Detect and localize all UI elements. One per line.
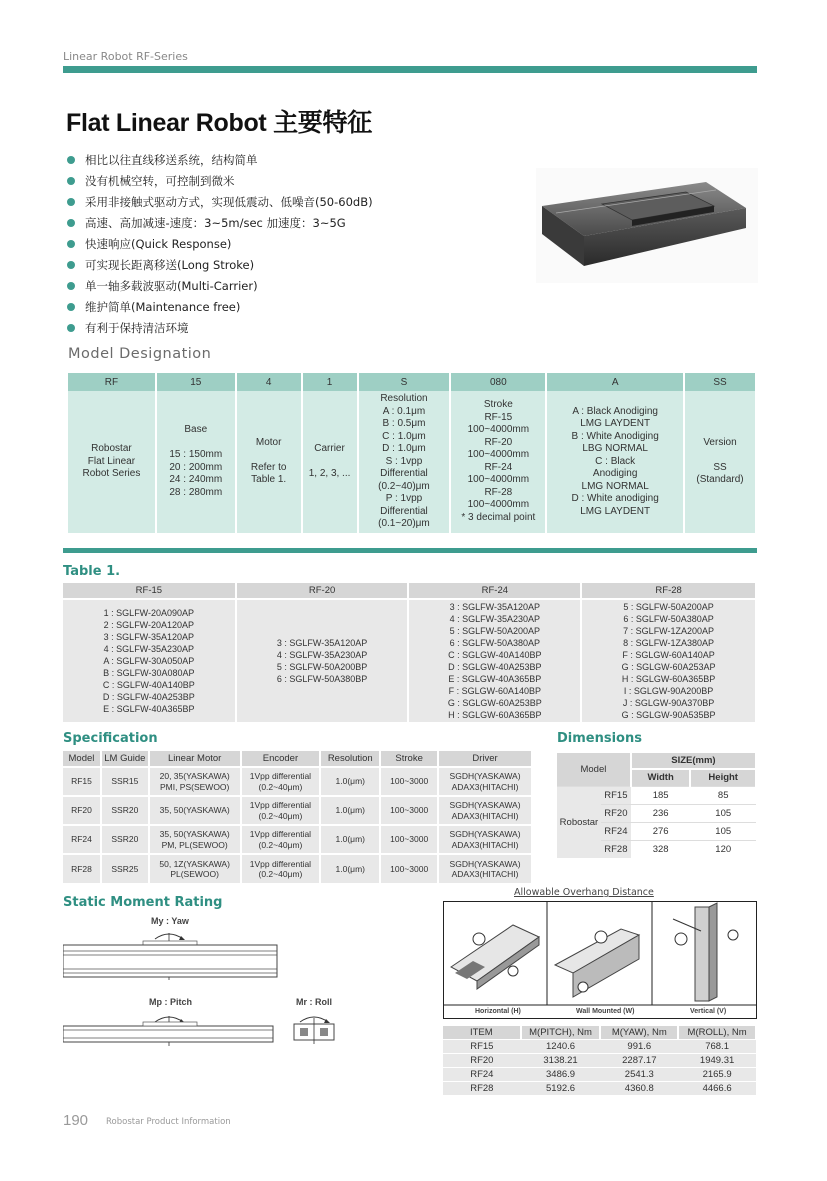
cell-line: 100~3000 [390,776,429,787]
dim-width-cell: 328 [631,840,691,858]
spec-cell [149,796,241,825]
cell-line: 1.0(μm) [335,863,365,874]
caption-vertical: Vertical (V) [690,1008,727,1015]
spec-cell [380,825,438,854]
cell-line: 1.0(μm) [335,834,365,845]
spec-cell [241,767,321,796]
moment-column-header: M(YAW), Nm [600,1026,678,1039]
feature-item: 维护简单(Maintenance free) [67,297,373,318]
overhang-diagram [443,901,757,1019]
cell-line: LMG LAYDENT [580,505,651,517]
cell-line: Resolution [380,393,428,404]
cell-line: Carrier [314,443,345,454]
cell-line: D : 1.0μm [382,443,426,454]
overhang-title: Allowable Overhang Distance [514,887,654,898]
code-cell: A [546,373,684,391]
cell-line: H : SGLGW-60A365BP [621,674,716,685]
table1-column-header: RF-15 [63,583,236,599]
cell-line: 4 : SGLFW-35A230AP [103,643,195,654]
spec-cell [380,854,438,883]
middle-divider [63,548,757,553]
roll-label: Mr : Roll [296,997,332,1007]
page-title: Flat Linear Robot 主要特征 [66,109,372,137]
spec-column-header: Linear Motor [149,751,241,767]
dim-height-cell: 85 [690,786,756,804]
description-cell [236,391,302,533]
feature-item: 单一轴多载波驱动(Multi-Carrier) [67,276,373,297]
cell-line: SGDH(YASKAWA) [449,858,521,869]
code-cell: 080 [450,373,546,391]
moment-cell: RF28 [443,1081,521,1095]
cell-line: 20 : 200mm [169,461,223,473]
cell-line: 7 : SGLFW-1ZA200AP [623,625,715,636]
top-divider [63,66,757,73]
spec-cell [380,796,438,825]
cell-line: 1Vpp differential [249,800,312,810]
cell-line: RF-20 [484,436,513,448]
cell-line: 8 : SGLFW-1ZA380AP [623,637,715,648]
spec-cell [63,854,101,883]
cell-line: (0.1~20)μm [378,518,430,529]
spec-cell [320,796,380,825]
cell-line: G : SGLGW-60A253AP [621,662,716,672]
cell-line: ADAX3(HITACHI) [451,781,519,792]
moment-cell: 3138.21 [521,1053,601,1067]
cell-line: (Standard) [696,474,744,486]
cell-line: 50, 1Z(YASKAWA) [159,858,230,869]
code-cell: S [358,373,451,391]
pitch-label: Mp : Pitch [149,997,192,1007]
cell-line: Refer to [250,461,287,473]
spec-cell [438,825,532,854]
cell-line: SGDH(YASKAWA) [449,800,521,810]
spec-column-header: Driver [438,751,532,767]
caption-horizontal: Horizontal (H) [475,1008,521,1015]
table1 [63,583,757,722]
spec-cell [63,825,101,854]
cell-line: J : SGLGW-90A370BP [622,698,715,709]
spec-cell [149,825,241,854]
caption-wall: Wall Mounted (W) [576,1008,635,1015]
cell-line: Anodiging [592,468,638,479]
cell-line: 5 : SGLFW-50A200BP [276,662,368,672]
cell-line: 100~3000 [390,805,429,816]
cell-line: Stroke [483,399,513,411]
cell-line: 24 : 240mm [169,474,223,486]
cell-line: PM, PL(SEWOO) [161,839,228,850]
description-cell [156,391,236,533]
product-image [536,168,758,283]
cell-line: 28 : 280mm [169,486,223,498]
cell-line: 100~3000 [390,863,429,874]
cell-line: D : SGLFW-40A253BP [102,692,195,703]
moment-cell: 2165.9 [678,1067,756,1081]
cell-line: 20, 35(YASKAWA) [159,771,230,781]
model-designation-heading: Model Designation [68,346,212,362]
cell-line: SSR25 [111,863,139,874]
cell-line: 1, 2, 3, ... [308,468,351,479]
cell-line: (0.2~40μm) [258,869,303,879]
cell-line: Version [703,436,737,448]
dim-model-cell: RF15 [601,786,631,804]
cell-line: A : SGLFW-30A050AP [103,655,195,666]
cell-line: F : SGLGW-60A140BP [448,686,542,697]
cell-line: RF28 [71,863,92,874]
cell-line: G : SGLGW-60A253BP [447,698,542,709]
cell-line: 4 : SGLFW-35A230AP [449,613,541,624]
spec-column-header: Encoder [241,751,321,767]
cell-line: B : 0.5μm [382,418,426,429]
dim-height-cell: 105 [690,822,756,840]
cell-line: RF24 [71,834,92,845]
cell-line: D : White anodiging [571,493,659,504]
cell-line: (0.2~40)μm [378,480,430,492]
static-moment-heading: Static Moment Rating [63,895,223,910]
cell-line: 100~4000mm [467,474,530,486]
description-cell [358,391,451,533]
spec-cell [63,767,101,796]
cell-line: RF20 [71,805,92,816]
cell-line: RF-24 [484,461,513,473]
yaw-diagram [63,925,278,980]
moment-cell: RF24 [443,1067,521,1081]
cell-line [239,449,299,462]
table1-cell [581,599,756,722]
moment-cell: 4466.6 [678,1081,756,1095]
cell-line: 5 : SGLFW-50A200AP [449,625,541,636]
moment-cell: 2541.3 [600,1067,678,1081]
description-cell [302,391,358,533]
dim-height-cell: 120 [690,840,756,858]
cell-line: RF-15 [484,411,513,423]
moment-cell: 1240.6 [521,1039,601,1053]
cell-line: (0.2~40μm) [258,839,303,850]
moment-column-header: M(ROLL), Nm [678,1026,756,1039]
spec-cell [101,796,149,825]
cell-line: 1.0(μm) [335,805,365,816]
cell-line: PMI, PS(SEWOO) [159,781,230,792]
description-row [68,391,756,533]
description-cell [684,391,756,533]
spec-cell [241,854,321,883]
cell-line: 3 : SGLFW-35A120AP [103,631,195,642]
cell-line: Table 1. [251,474,287,486]
cell-line: * 3 decimal point [461,511,536,523]
cell-line: I : SGLGW-90A200BP [623,686,714,697]
cell-line: C : 1.0μm [382,430,426,442]
dim-width-cell: 185 [631,786,691,804]
cell-line: A : 0.1μm [382,405,426,417]
moment-cell: 991.6 [600,1039,678,1053]
cell-line: 15 : 150mm [169,449,223,461]
feature-item: 采用非接触式驱动方式，实现低震动、低噪音(50-60dB) [67,192,373,213]
moment-cell: RF20 [443,1053,521,1067]
cell-line: 3 : SGLFW-35A120AP [276,637,368,648]
cell-line: SSR15 [111,776,139,787]
cell-line: SSR20 [111,834,139,845]
cell-line: H : SGLGW-60A365BP [448,710,542,721]
cell-line: F : SGLGW-60A140AP [622,649,715,660]
description-cell [450,391,546,533]
spec-cell [320,825,380,854]
cell-line: 6 : SGLFW-50A380AP [449,637,541,648]
code-row [68,373,756,391]
table1-cell [236,599,409,722]
cell-line: LMG NORMAL [581,480,649,492]
table1-column-header: RF-24 [408,583,581,599]
cell-line [305,456,355,469]
dim-model-cell: RF28 [601,840,631,858]
cell-line: 35, 50(YASKAWA) [159,805,230,816]
cell-line: S : 1vpp [385,455,423,467]
cell-line: 6 : SGLFW-50A380BP [276,674,368,685]
spec-cell [149,854,241,883]
code-cell: RF [68,373,156,391]
table1-column-header: RF-28 [581,583,756,599]
cell-line: SS [713,461,727,473]
dim-width-cell: 236 [631,804,691,822]
cell-line: PL(SEWOO) [170,869,219,879]
dim-model-cell: RF24 [601,822,631,840]
cell-line: 6 : SGLFW-50A380AP [623,613,714,624]
cell-line: LBG NORMAL [582,443,648,454]
cell-line: 1.0(μm) [335,776,365,787]
cell-line: (0.2~40μm) [258,781,303,792]
moment-cell: 1949.31 [678,1053,756,1067]
yaw-label: My : Yaw [151,916,189,926]
description-cell [68,391,156,533]
moment-cell: 3486.9 [521,1067,601,1081]
feature-list [67,150,373,339]
cell-line: (0.2~40μm) [258,810,303,821]
moment-cell: 768.1 [678,1039,756,1053]
cell-line: 35, 50(YASKAWA) [159,829,230,839]
dim-group-cell: Robostar [557,786,601,858]
cell-line: Motor [255,436,282,448]
spec-column-header: LM Guide [101,751,149,767]
dim-width-cell: 276 [631,822,691,840]
feature-item: 没有机械空转，可控制到微米 [67,171,373,192]
cell-line: G : SGLGW-90A535BP [621,710,716,721]
cell-line: 100~4000mm [467,499,530,511]
specification-table [63,751,533,883]
cell-line: C : Black [595,455,636,467]
cell-line: Flat Linear [87,455,136,467]
spec-cell [320,854,380,883]
dim-model-cell: RF20 [601,804,631,822]
table-row [63,767,532,796]
series-label: Linear Robot RF-Series [63,50,188,63]
description-cell [546,391,684,533]
spec-cell [380,767,438,796]
cell-line: 100~4000mm [467,424,530,436]
cell-line [687,449,753,462]
dimensions-table [557,751,757,858]
moment-cell: 2287.17 [600,1053,678,1067]
spec-cell [149,767,241,796]
dim-size-header: SIZE(mm) [631,752,756,769]
cell-line [159,437,233,450]
footer-text: Robostar Product Information [106,1117,231,1127]
cell-line: C : SGLFW-40A140BP [102,680,195,691]
cell-line: 1Vpp differential [249,829,312,839]
table-row [63,854,532,883]
code-cell: 1 [302,373,358,391]
moment-cell: 5192.6 [521,1081,601,1095]
roll-diagram [290,1010,342,1044]
cell-line: 3 : SGLFW-35A120AP [449,601,541,612]
cell-line: RF-28 [484,486,513,498]
spec-column-header: Resolution [320,751,380,767]
moment-table [443,1026,757,1095]
cell-line: P : 1vpp [385,493,423,504]
spec-cell [438,796,532,825]
cell-line: SGDH(YASKAWA) [449,771,521,781]
code-cell: SS [684,373,756,391]
spec-column-header: Stroke [380,751,438,767]
pitch-diagram [63,1008,278,1046]
table-row [63,796,532,825]
cell-line: E : SGLGW-40A365BP [448,674,542,685]
moment-column-header: ITEM [443,1026,521,1039]
cell-line: A : Black Anodiging [572,405,658,417]
dim-model-header: Model [557,752,631,786]
table1-cell [63,599,236,722]
table1-cell [408,599,581,722]
cell-line: Base [184,424,208,436]
cell-line: SSR20 [111,805,139,816]
cell-line: 1 : SGLFW-20A090AP [103,607,195,618]
cell-line: 1Vpp differential [249,858,312,869]
feature-item: 相比以往直线移送系统，结构简单 [67,150,373,171]
cell-line: 1Vpp differential [249,771,312,781]
cell-line: D : SGLGW-40A253BP [448,662,542,672]
cell-line: SGDH(YASKAWA) [449,829,521,839]
page-number: 190 [63,1112,89,1129]
cell-line: E : SGLFW-40A365BP [103,704,195,715]
spec-cell [320,767,380,796]
dim-height-cell: 105 [690,804,756,822]
dim-width-header: Width [631,769,691,786]
table-row [63,825,532,854]
feature-item: 快速响应(Quick Response) [67,234,373,255]
specification-heading: Specification [63,731,158,746]
cell-line: 100~4000mm [467,449,530,461]
cell-line: LMG LAYDENT [580,418,651,429]
moment-cell: 4360.8 [600,1081,678,1095]
spec-cell [438,854,532,883]
model-designation-table [68,373,757,533]
table1-heading: Table 1. [63,564,121,579]
spec-column-header: Model [63,751,101,767]
spec-cell [241,825,321,854]
spec-cell [101,825,149,854]
cell-line: 5 : SGLFW-50A200AP [623,601,714,612]
cell-line: B : SGLFW-30A080AP [103,668,195,679]
spec-cell [101,767,149,796]
table1-column-header: RF-20 [236,583,409,599]
cell-line: Differential [380,505,428,517]
cell-line: B : White Anodiging [571,430,659,442]
code-cell: 15 [156,373,236,391]
cell-line: 2 : SGLFW-20A120AP [103,619,195,630]
dim-height-header: Height [690,769,756,786]
cell-line: ADAX3(HITACHI) [451,839,519,850]
cell-line: 4 : SGLFW-35A230AP [276,649,368,660]
cell-line: RF15 [71,776,92,787]
moment-cell: RF15 [443,1039,521,1053]
cell-line: Robot Series [82,468,141,479]
cell-line: ADAX3(HITACHI) [451,810,519,821]
cell-line: Robostar [91,443,132,454]
spec-cell [438,767,532,796]
spec-cell [63,796,101,825]
cell-line: ADAX3(HITACHI) [451,869,519,879]
cell-line: 100~3000 [390,834,429,845]
dimensions-heading: Dimensions [557,731,642,746]
spec-cell [101,854,149,883]
code-cell: 4 [236,373,302,391]
feature-item: 有利于保持清洁环境 [67,318,373,339]
moment-column-header: M(PITCH), Nm [521,1026,601,1039]
feature-item: 可实现长距离移送(Long Stroke) [67,255,373,276]
cell-line: Differential [380,468,428,479]
cell-line: C : SGLGW-40A140BP [448,649,542,660]
feature-item: 高速、高加减速-速度：3~5m/sec 加速度：3~5G [67,213,373,234]
spec-cell [241,796,321,825]
